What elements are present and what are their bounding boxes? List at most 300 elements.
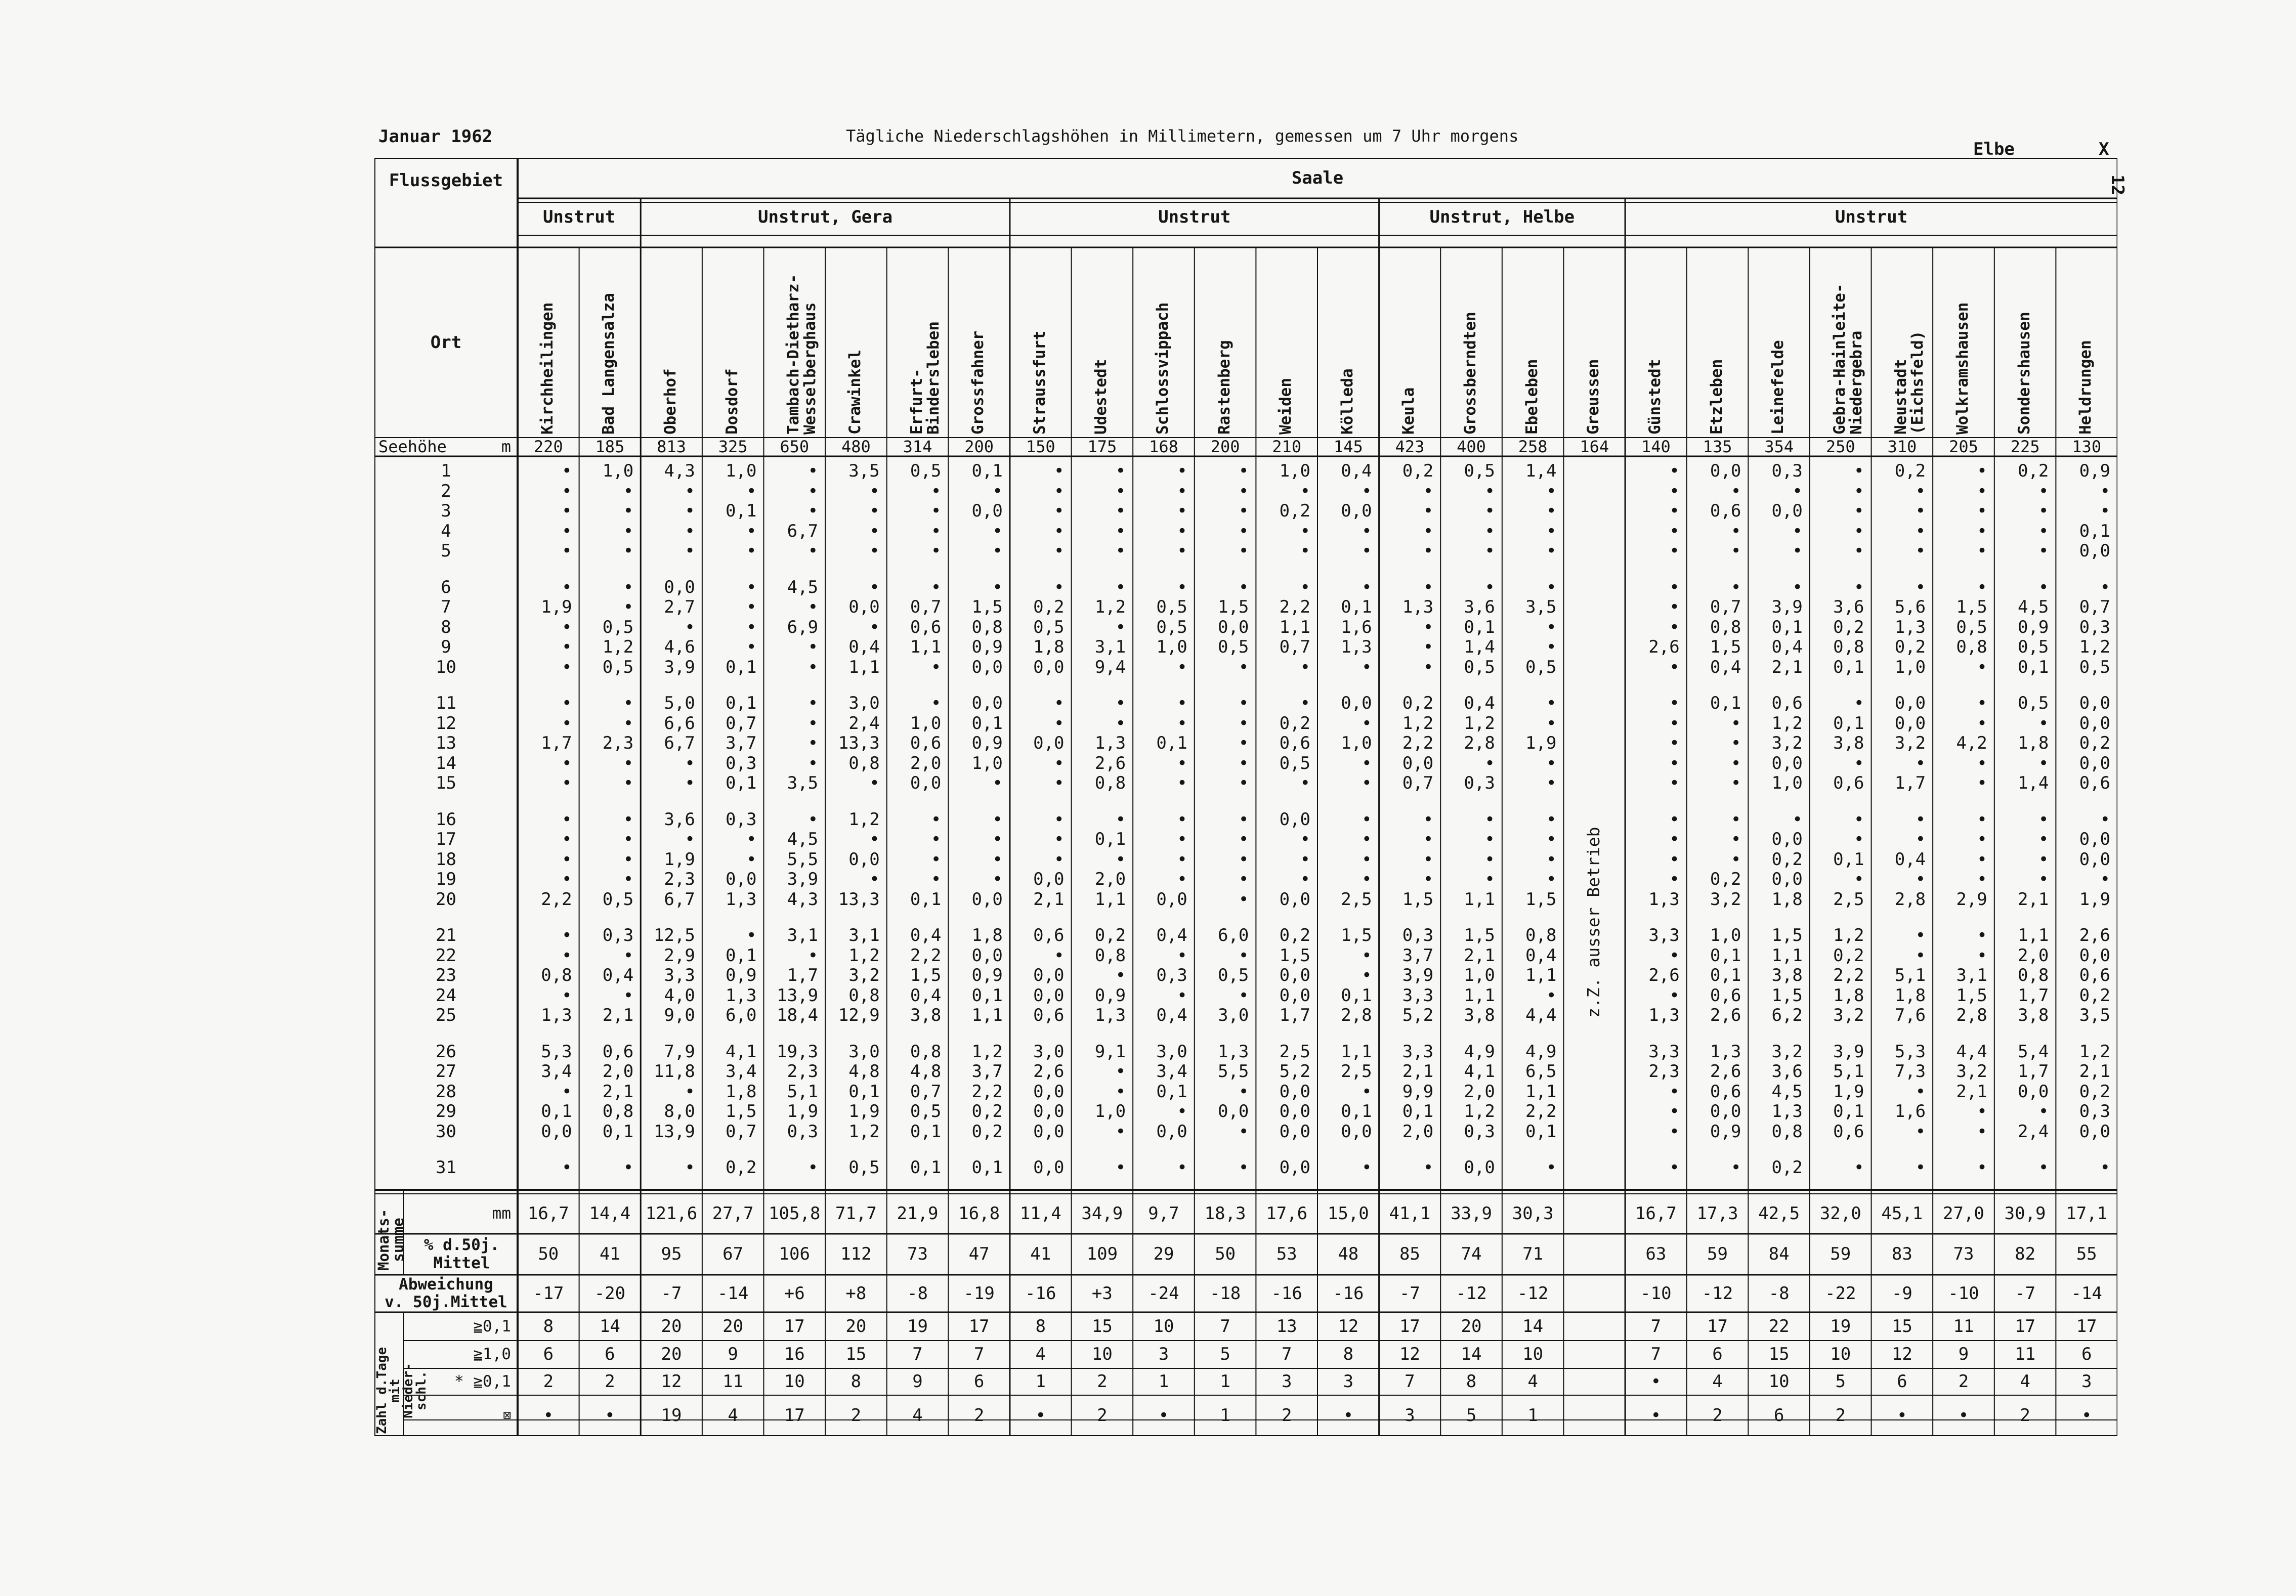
daily-value: •: [746, 925, 757, 945]
daily-value: 2,0: [602, 1061, 634, 1082]
daily-value: 3,6: [1833, 597, 1864, 617]
daily-value: 1,5: [1341, 925, 1372, 945]
daily-value: •: [2038, 541, 2049, 561]
daily-value: 0,0: [2079, 829, 2110, 849]
days-star-ge-0-1: 11: [722, 1371, 744, 1392]
deviation-from-mean: -24: [1148, 1283, 1179, 1304]
daily-value: 0,6: [1710, 985, 1741, 1006]
days-square-symbol: •: [605, 1405, 615, 1426]
daily-value: •: [1054, 945, 1065, 966]
daily-value: 6,2: [1771, 1005, 1803, 1025]
river-group-label: Unstrut: [1835, 207, 1908, 227]
daily-value: 2,5: [1341, 889, 1372, 910]
daily-value: 19,3: [777, 1041, 819, 1062]
daily-value: •: [562, 925, 572, 945]
deviation-from-mean: +3: [1091, 1283, 1113, 1304]
daily-value: 2,5: [1279, 1041, 1310, 1062]
days-star-ge-0-1: 2: [1958, 1371, 1969, 1392]
daily-value: •: [1362, 849, 1372, 870]
station-name: Kölleda: [1338, 368, 1356, 435]
daily-value: 0,0: [1771, 501, 1803, 521]
daily-value: 2,0: [1094, 869, 1126, 889]
daily-value: •: [1854, 809, 1864, 830]
daily-value: 2,3: [664, 869, 695, 889]
daily-value: 0,0: [1279, 1157, 1310, 1178]
daily-value: •: [1054, 773, 1065, 793]
daily-value: 0,2: [971, 1121, 1003, 1142]
monthly-sum-mm: 41,1: [1389, 1203, 1431, 1224]
daily-value: 0,2: [2017, 461, 2049, 481]
daily-value: 1,0: [726, 461, 757, 481]
daily-value: 0,4: [1710, 657, 1741, 677]
daily-value: •: [1730, 713, 1741, 734]
days-ge-1-0: 6: [2081, 1344, 2092, 1364]
days-ge-0-1: 19: [1830, 1316, 1851, 1336]
station-elevation: 258: [1518, 437, 1548, 456]
daily-value: •: [685, 829, 695, 849]
daily-value: •: [1238, 481, 1249, 501]
daily-value: 4,4: [1525, 1005, 1557, 1025]
daily-value: 4,9: [1525, 1041, 1557, 1062]
daily-value: 0,8: [1094, 773, 1126, 793]
day-number: 4: [441, 521, 451, 541]
daily-value: •: [1546, 985, 1557, 1006]
daily-value: 1,0: [1094, 1101, 1126, 1121]
daily-value: •: [1546, 501, 1557, 521]
days-star-ge-0-1: 6: [973, 1371, 985, 1392]
daily-value: •: [1238, 869, 1249, 889]
daily-value: •: [1238, 773, 1249, 793]
daily-value: •: [562, 461, 572, 481]
daily-value: •: [1977, 753, 1987, 773]
daily-value: •: [1546, 1157, 1557, 1178]
station-name: Neustadt (Eichsfeld): [1892, 330, 1927, 435]
daily-value: •: [1423, 637, 1434, 657]
days-ge-1-0: 7: [912, 1344, 923, 1364]
days-square-symbol: 2: [1097, 1405, 1108, 1426]
day-number: 2: [441, 481, 451, 501]
daily-value: 6,5: [1525, 1061, 1557, 1082]
station-elevation: 423: [1395, 437, 1425, 456]
daily-value: •: [685, 521, 695, 541]
daily-value: •: [1484, 481, 1495, 501]
threshold-1-0-label: ≧1,0: [473, 1345, 511, 1363]
monthly-sum-mm: 21,9: [897, 1203, 939, 1224]
days-square-symbol: •: [1897, 1405, 1907, 1426]
daily-value: 0,1: [910, 889, 942, 910]
river-group-label: Unstrut, Helbe: [1429, 207, 1575, 227]
station-name: Udestedt: [1092, 359, 1111, 435]
day-number: 12: [436, 713, 456, 734]
days-square-symbol: •: [1158, 1405, 1169, 1426]
daily-value: 1,5: [1464, 925, 1495, 945]
month-label: Januar 1962: [378, 126, 493, 147]
daily-value: •: [1669, 809, 1680, 830]
daily-value: 1,8: [726, 1081, 757, 1102]
daily-value: 0,5: [1217, 637, 1249, 657]
daily-value: •: [1238, 657, 1249, 677]
station-name: Crawinkel: [845, 350, 864, 435]
days-ge-1-0: 6: [543, 1344, 554, 1364]
daily-value: 1,4: [1464, 637, 1495, 657]
daily-value: 0,5: [1156, 597, 1187, 617]
days-star-ge-0-1: 9: [912, 1371, 923, 1392]
daily-value: •: [1115, 501, 1126, 521]
percent-of-mean: 47: [968, 1244, 990, 1264]
daily-value: •: [1730, 809, 1741, 830]
daily-value: 2,0: [1464, 1081, 1495, 1102]
daily-value: 1,7: [2017, 1061, 2049, 1082]
days-ge-0-1: 17: [1399, 1316, 1420, 1336]
daily-value: •: [1915, 481, 1926, 501]
daily-value: •: [1362, 869, 1372, 889]
daily-value: •: [1362, 773, 1372, 793]
monatssumme-label: Monats- summe: [375, 1209, 407, 1271]
day-number: 9: [441, 637, 451, 657]
day-number: 29: [436, 1101, 456, 1121]
station-elevation: 145: [1333, 437, 1363, 456]
percent-of-mean: 73: [907, 1244, 928, 1264]
daily-value: •: [2038, 501, 2049, 521]
days-ge-0-1: 14: [599, 1316, 620, 1336]
daily-value: •: [1177, 521, 1187, 541]
daily-value: 1,6: [1894, 1101, 1926, 1121]
daily-value: 1,5: [971, 597, 1003, 617]
daily-value: 5,4: [2017, 1041, 2049, 1062]
daily-value: •: [1484, 541, 1495, 561]
daily-value: 1,1: [848, 657, 880, 677]
percent-of-mean: 84: [1768, 1244, 1790, 1264]
daily-value: 1,7: [1894, 773, 1926, 793]
daily-value: 1,1: [1279, 617, 1310, 637]
deviation-from-mean: -19: [963, 1283, 995, 1304]
deviation-from-mean: -12: [1517, 1283, 1549, 1304]
daily-value: 0,5: [602, 617, 634, 637]
day-number: 26: [436, 1041, 456, 1062]
daily-value: 0,6: [1833, 773, 1864, 793]
daily-value: •: [1362, 945, 1372, 966]
daily-value: 2,2: [910, 945, 942, 966]
daily-value: 0,1: [726, 657, 757, 677]
daily-value: •: [1423, 849, 1434, 870]
station-name: Keula: [1399, 387, 1418, 435]
daily-value: 0,4: [1894, 849, 1926, 870]
monthly-sum-mm: 11,4: [1019, 1203, 1061, 1224]
daily-value: •: [1054, 541, 1065, 561]
days-star-ge-0-1: 4: [1527, 1371, 1538, 1392]
daily-value: 1,3: [1894, 617, 1926, 637]
daily-value: •: [623, 849, 634, 870]
daily-value: 3,9: [1402, 965, 1434, 985]
percent-of-mean: 59: [1707, 1244, 1728, 1264]
daily-value: 0,4: [1341, 461, 1372, 481]
daily-value: 0,3: [2079, 617, 2110, 637]
daily-value: •: [869, 481, 880, 501]
daily-value: 0,3: [602, 925, 634, 945]
daily-value: 3,0: [1033, 1041, 1065, 1062]
daily-value: 3,7: [1402, 945, 1434, 966]
daily-value: •: [1177, 773, 1187, 793]
daily-value: 1,2: [1833, 925, 1864, 945]
daily-value: 0,5: [910, 461, 942, 481]
daily-value: •: [1177, 693, 1187, 713]
daily-value: •: [1423, 1157, 1434, 1178]
monthly-sum-mm: 17,6: [1266, 1203, 1308, 1224]
days-star-ge-0-1: 12: [661, 1371, 682, 1392]
daily-value: 2,3: [787, 1061, 819, 1082]
daily-value: 5,1: [1894, 965, 1926, 985]
daily-value: •: [562, 945, 572, 966]
daily-value: 0,0: [1033, 1157, 1065, 1178]
daily-value: 9,1: [1094, 1041, 1126, 1062]
days-ge-1-0: 16: [784, 1344, 805, 1364]
day-number: 20: [436, 889, 456, 910]
daily-value: 0,2: [1771, 1157, 1803, 1178]
daily-value: 0,3: [1464, 773, 1495, 793]
daily-value: 5,5: [1217, 1061, 1249, 1082]
daily-value: 2,8: [1956, 1005, 1987, 1025]
daily-value: •: [1115, 1121, 1126, 1142]
daily-value: 0,1: [971, 985, 1003, 1006]
daily-value: 7,6: [1894, 1005, 1926, 1025]
daily-value: 0,1: [726, 773, 757, 793]
seehoehe-unit: m: [501, 437, 511, 456]
days-square-symbol: 2: [1712, 1405, 1723, 1426]
daily-value: •: [746, 617, 757, 637]
daily-value: •: [1238, 1081, 1249, 1102]
daily-value: 0,8: [1956, 637, 1987, 657]
daily-value: 1,0: [1279, 461, 1310, 481]
daily-value: •: [1238, 945, 1249, 966]
daily-value: •: [562, 1157, 572, 1178]
daily-value: 0,0: [1156, 1121, 1187, 1142]
days-ge-1-0: 14: [1461, 1344, 1482, 1364]
daily-value: 3,6: [1771, 1061, 1803, 1082]
percent-of-mean: 112: [840, 1244, 872, 1264]
daily-value: •: [1362, 521, 1372, 541]
days-ge-1-0: 10: [1830, 1344, 1851, 1364]
daily-value: •: [1300, 829, 1310, 849]
daily-value: •: [1238, 693, 1249, 713]
daily-value: 0,0: [1033, 869, 1065, 889]
daily-value: •: [1854, 1157, 1864, 1178]
daily-value: 3,2: [1771, 733, 1803, 753]
daily-value: •: [1238, 733, 1249, 753]
daily-value: •: [992, 829, 1003, 849]
daily-value: •: [992, 521, 1003, 541]
daily-value: 0,0: [1279, 1121, 1310, 1142]
deviation-from-mean: -7: [2015, 1283, 2036, 1304]
daily-value: 1,0: [1710, 925, 1741, 945]
day-number: 24: [436, 985, 456, 1006]
daily-value: •: [1054, 849, 1065, 870]
daily-value: •: [992, 481, 1003, 501]
daily-value: 2,1: [1464, 945, 1495, 966]
daily-value: 1,2: [848, 945, 880, 966]
daily-value: •: [1177, 577, 1187, 597]
percent-label: % d.50j. Mittel: [423, 1236, 500, 1272]
days-square-symbol: 2: [2020, 1405, 2030, 1426]
days-ge-0-1: 19: [907, 1316, 928, 1336]
daily-value: 1,5: [726, 1101, 757, 1121]
daily-value: 0,4: [848, 637, 880, 657]
daily-value: •: [1546, 521, 1557, 541]
daily-value: 0,4: [1156, 925, 1187, 945]
daily-value: 2,8: [1894, 889, 1926, 910]
day-number: 3: [441, 501, 451, 521]
percent-of-mean: 63: [1645, 1244, 1667, 1264]
threshold-0-1-label: ≧0,1: [473, 1317, 511, 1335]
daily-value: 0,0: [848, 849, 880, 870]
daily-value: 3,9: [1833, 1041, 1864, 1062]
percent-of-mean: 67: [722, 1244, 744, 1264]
day-number: 21: [436, 925, 456, 945]
daily-value: •: [1546, 849, 1557, 870]
daily-value: •: [1238, 753, 1249, 773]
daily-value: 0,0: [1710, 461, 1741, 481]
daily-value: 0,1: [1710, 945, 1741, 966]
percent-of-mean: 73: [1953, 1244, 1974, 1264]
deviation-from-mean: -16: [1025, 1283, 1056, 1304]
daily-value: 1,2: [1464, 1101, 1495, 1121]
daily-value: 0,8: [910, 1041, 942, 1062]
days-ge-0-1: 8: [1035, 1316, 1046, 1336]
day-number: 22: [436, 945, 456, 966]
station-elevation: 250: [1825, 437, 1855, 456]
deviation-from-mean: +8: [845, 1283, 867, 1304]
days-ge-1-0: 6: [605, 1344, 615, 1364]
daily-value: •: [1484, 521, 1495, 541]
daily-value: 0,0: [1156, 889, 1187, 910]
daily-value: •: [1054, 501, 1065, 521]
daily-value: •: [992, 541, 1003, 561]
daily-value: •: [1730, 829, 1741, 849]
daily-value: •: [807, 945, 819, 966]
daily-value: •: [1915, 1121, 1926, 1142]
daily-value: •: [623, 693, 634, 713]
daily-value: •: [1669, 461, 1680, 481]
square-symbol-label: ⊠: [503, 1408, 511, 1423]
daily-value: 1,1: [1094, 889, 1126, 910]
days-ge-1-0: 8: [1343, 1344, 1354, 1364]
daily-value: •: [1915, 521, 1926, 541]
daily-value: •: [1915, 577, 1926, 597]
daily-value: •: [1177, 985, 1187, 1006]
daily-value: 1,4: [2017, 773, 2049, 793]
daily-value: 0,9: [1094, 985, 1126, 1006]
daily-value: •: [562, 693, 572, 713]
daily-value: 3,1: [1956, 965, 1987, 985]
daily-value: •: [1054, 577, 1065, 597]
daily-value: 2,6: [2079, 925, 2110, 945]
daily-value: 13,9: [777, 985, 819, 1006]
percent-of-mean: 50: [1215, 1244, 1236, 1264]
daily-value: 1,5: [1956, 597, 1987, 617]
days-star-ge-0-1: •: [1650, 1371, 1662, 1392]
station-elevation: 210: [1272, 437, 1302, 456]
daily-value: 2,7: [664, 597, 695, 617]
daily-value: 13,3: [838, 889, 880, 910]
days-square-symbol: 17: [784, 1405, 805, 1426]
daily-value: 3,0: [1156, 1041, 1187, 1062]
daily-value: •: [1669, 577, 1680, 597]
daily-value: 0,5: [2017, 637, 2049, 657]
daily-value: •: [2100, 809, 2110, 830]
daily-value: •: [1423, 809, 1434, 830]
flussgebiet-label: Flussgebiet: [389, 170, 503, 191]
daily-value: •: [930, 829, 942, 849]
daily-value: 1,8: [1833, 985, 1864, 1006]
daily-value: 1,3: [1341, 637, 1372, 657]
daily-value: •: [1115, 849, 1126, 870]
station-name: Leinefelde: [1769, 340, 1788, 435]
daily-value: •: [2038, 713, 2049, 734]
days-star-ge-0-1: 4: [1712, 1371, 1723, 1392]
daily-value: •: [1854, 693, 1864, 713]
days-star-ge-0-1: 2: [543, 1371, 554, 1392]
daily-value: •: [1669, 985, 1680, 1006]
station-name: Ebeleben: [1522, 359, 1541, 435]
daily-value: 0,5: [602, 657, 634, 677]
daily-value: 1,5: [1956, 985, 1987, 1006]
daily-value: 0,0: [2079, 1121, 2110, 1142]
daily-value: 0,1: [1525, 1121, 1557, 1142]
daily-value: 0,2: [971, 1101, 1003, 1121]
monthly-sum-mm: 30,3: [1512, 1203, 1554, 1224]
daily-value: •: [1792, 577, 1803, 597]
daily-value: 0,5: [602, 889, 634, 910]
daily-value: •: [1484, 829, 1495, 849]
daily-value: 2,9: [1956, 889, 1987, 910]
days-ge-0-1: 17: [2015, 1316, 2036, 1336]
day-number: 15: [436, 773, 456, 793]
daily-value: •: [992, 869, 1003, 889]
daily-value: •: [1669, 597, 1680, 617]
days-star-ge-0-1: 10: [784, 1371, 805, 1392]
daily-value: 2,1: [2017, 889, 2049, 910]
day-number: 14: [436, 753, 456, 773]
daily-value: •: [685, 753, 695, 773]
daily-value: •: [1546, 617, 1557, 637]
daily-value: 1,8: [2017, 733, 2049, 753]
daily-value: •: [1423, 577, 1434, 597]
days-square-symbol: 4: [728, 1405, 738, 1426]
daily-value: •: [1177, 541, 1187, 561]
daily-value: •: [1669, 713, 1680, 734]
daily-value: 3,8: [2017, 1005, 2049, 1025]
daily-value: •: [1915, 753, 1926, 773]
daily-value: •: [2038, 481, 2049, 501]
daily-value: 0,0: [2079, 753, 2110, 773]
percent-of-mean: 83: [1891, 1244, 1912, 1264]
days-ge-0-1: 14: [1522, 1316, 1544, 1336]
daily-value: 0,0: [1341, 1121, 1372, 1142]
daily-value: •: [1730, 849, 1741, 870]
daily-value: 0,8: [1833, 637, 1864, 657]
deviation-label: Abweichung v. 50j.Mittel: [385, 1275, 507, 1311]
days-ge-0-1: 7: [1220, 1316, 1230, 1336]
daily-value: •: [623, 481, 634, 501]
precipitation-table: [374, 158, 2117, 1436]
daily-value: 0,3: [1464, 1121, 1495, 1142]
daily-value: •: [1977, 501, 1987, 521]
daily-value: 3,2: [1894, 733, 1926, 753]
daily-value: •: [1115, 521, 1126, 541]
daily-value: 1,2: [2079, 637, 2110, 657]
daily-value: •: [1977, 1157, 1987, 1178]
daily-value: •: [807, 733, 819, 753]
daily-value: 18,4: [777, 1005, 819, 1025]
